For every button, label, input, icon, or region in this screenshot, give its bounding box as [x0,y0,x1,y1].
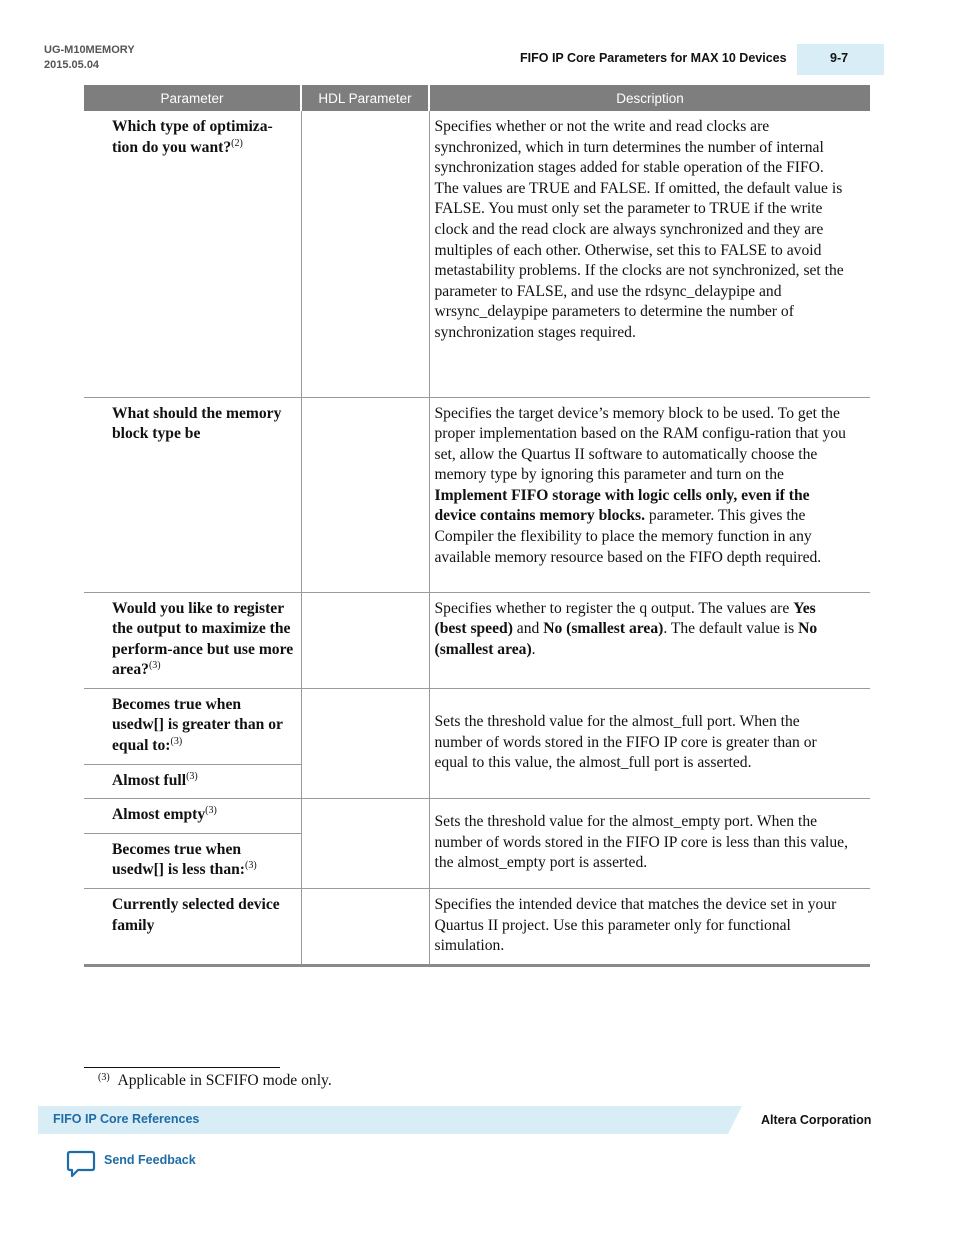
parameter-cell: Would you like to register the output to maximize the perform-ance but use more area?$^{(3)}$ [84,592,301,688]
hdl-cell [301,111,429,397]
hdl-cell [301,688,429,798]
table-row [84,688,870,764]
footnote-text: Applicable in SCFIFO mode only. [117,1072,332,1089]
footer-section-link[interactable]: FIFO IP Core References [53,1112,200,1126]
table-header-row [84,85,870,111]
description-cell: Specifies whether or not the write and read clocks are synchronized, which in turn determines the number of internal synchronization stages added for stable operation of the FIFO. The values are TRUE and FALSE. If omitted, the default value is FALSE. You must only set the parameter to TRUE if the write clock and the read clock are always synchronized and they are multiples of each other. Otherwise, set this to FALSE to avoid metastability problems. If the clocks are not synchronized, set the parameter to FALSE, and use the rdsync_delaypipe and wrsync_delaypipe parameters to determine the number of synchronization stages required. [434,118,844,341]
table-row [84,799,870,834]
parameter-table [84,85,870,967]
col-header-hdl: HDL Parameter [301,85,429,111]
col-header-parameter: Parameter [84,85,301,111]
footnote-ref: (2) [231,137,243,149]
table-row [84,889,870,966]
doc-id: UG-M10MEMORY [44,44,135,56]
send-feedback-link[interactable]: Send Feedback [104,1153,196,1167]
hdl-cell [301,397,429,592]
footer-company: Altera Corporation [761,1113,872,1127]
parameter-cell: Almost full$^{(3)}$ [84,764,301,799]
footnote-mark: (3) [98,1072,110,1083]
parameter-cell: What should the memory block type be [84,397,301,592]
footnote-divider [84,1067,280,1068]
footnote-ref: (3) [245,860,257,872]
description-cell: Specifies the intended device that matches the device set in your Quartus II project. Use this parameter only for functional simulation. [429,889,870,966]
parameter-cell: Almost empty$^{(3)}$ [84,799,301,834]
description-cell: Specifies whether to register the q output. The values are Yes (best speed) and No (smallest area). The default value is No (smallest area). [429,592,870,688]
footnote-ref: (3) [148,660,161,672]
hdl-cell [301,889,429,966]
footnote-ref: (3) [170,736,183,748]
footnote [98,1072,332,1090]
description-cell: Specifies the target device’s memory block to be used. To get the proper implementation based on the RAM configu-ration that you set, allow the Quartus II software to automatically choose the memory type by ignoring this parameter and turn on the Implement FIFO storage with logic cells only, even if the device contains memory blocks. parameter. This gives the Compiler the flexibility to place the memory function in any available memory resource based on the FIFO depth required. [429,397,870,592]
doc-meta [44,43,135,73]
footnote-ref: (3) [205,805,217,817]
footnote-ref: (3) [186,770,198,782]
parameter-cell: Currently selected device family [84,889,301,966]
table-row [84,111,870,397]
running-title: FIFO IP Core Parameters for MAX 10 Devices [520,51,787,65]
speech-bubble-icon[interactable] [66,1150,96,1178]
description-cell: Sets the threshold value for the almost_full port. When the number of words stored in the FIFO IP core is greater than or equal to this value, the almost_full port is asserted. [429,688,870,798]
parameter-cell: Becomes true when usedw[] is less than:$^{(3)}$ [84,833,301,888]
hdl-cell [301,592,429,688]
page-number: 9-7 [797,44,884,75]
table-row [84,592,870,688]
parameter-cell: Which type of optimiza-tion do you want?$^{(2)}$ [84,111,301,397]
description-cell: Sets the threshold value for the almost_empty port. When the number of words stored in the FIFO IP core is less than this value, the almost_empty port is asserted. [429,799,870,889]
parameter-cell: Becomes true when usedw[] is greater than or equal to:$^{(3)}$ [84,688,301,764]
table-row [84,397,870,592]
hdl-cell [301,799,429,889]
col-header-description: Description [429,85,870,111]
doc-date: 2015.05.04 [44,59,100,71]
